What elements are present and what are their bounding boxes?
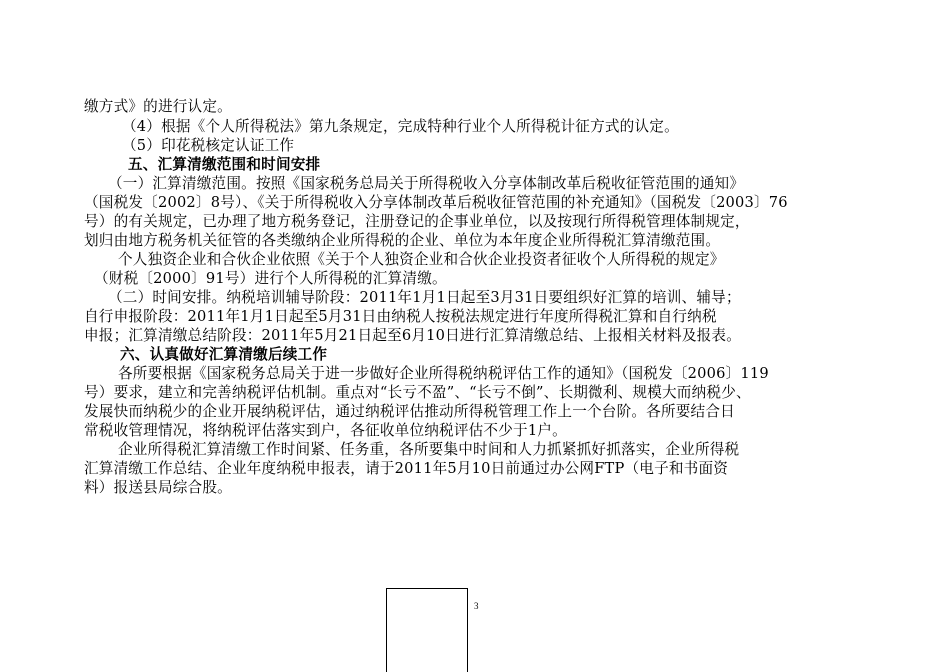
text-line: 自行申报阶段：2011年1月1日起至5月31日由纳税人按税法规定进行年度所得税汇算和自行纳税 [84, 308, 717, 325]
text-line: 号）的有关规定，已办理了地方税务登记，注册登记的企事业单位，以及按现行所得税管理体制规定， [84, 213, 750, 230]
text-line: 缴方式》的进行认定。 [84, 98, 232, 115]
text-line: （4）根据《个人所得税法》第九条规定，完成特种行业个人所得税计征方式的认定。 [122, 118, 679, 135]
section-heading: 六、认真做好汇算清缴后续工作 [120, 346, 328, 363]
page-number: 3 [474, 601, 479, 611]
text-line: 发展快而纳税少的企业开展纳税评估，通过纳税评估推动所得税管理工作上一个台阶。各所要结合日 [84, 403, 735, 420]
text-line: 常税收管理情况，将纳税评估落实到户，各征收单位纳税评估不少于1户。 [84, 422, 567, 439]
page-number-box [386, 588, 468, 672]
text-line: 企业所得税汇算清缴工作时间紧、任务重，各所要集中时间和人力抓紧抓好抓落实，企业所得税 [118, 441, 740, 458]
text-line: （一）汇算清缴范围。按照《国家税务总局关于所得税收入分享体制改革后税收征管范围的通知》 [108, 175, 745, 192]
text-line: （财税〔2000〕91号）进行个人所得税的汇算清缴。 [94, 270, 447, 287]
text-line: 汇算清缴工作总结、企业年度纳税申报表，请于2011年5月10日前通过办公网FTP（电子和书面资 [84, 460, 729, 477]
text-line: 各所要根据《国家税务总局关于进一步做好企业所得税纳税评估工作的通知》（国税发〔2006〕119 [118, 365, 769, 382]
text-line: 个人独资企业和合伙企业依照《关于个人独资企业和合伙企业投资者征收个人所得税的规定》 [118, 251, 725, 268]
text-line: （二）时间安排。纳税培训辅导阶段：2011年1月1日起至3月31日要组织好汇算的培训、辅导； [108, 289, 741, 306]
text-line: 料）报送县局综合股。 [84, 479, 232, 496]
text-line: （国税发〔2002〕8号）、《关于所得税收入分享体制改革后税收征管范围的补充通知》（国税发〔2003〕76 [84, 194, 788, 211]
text-line: 号）要求，建立和完善纳税评估机制。重点对“长亏不盈”、“长亏不倒”、长期微利、规模大而纳税少、 [84, 384, 751, 401]
text-line: （5）印花税核定认证工作 [122, 137, 295, 154]
section-heading: 五、汇算清缴范围和时间安排 [128, 156, 321, 173]
text-line: 申报；汇算清缴总结阶段：2011年5月21日起至6月10日进行汇算清缴总结、上报相关材料及报表。 [84, 327, 742, 344]
text-line: 划归由地方税务机关征管的各类缴纳企业所得税的企业、单位为本年度企业所得税汇算清缴范围。 [84, 232, 721, 249]
